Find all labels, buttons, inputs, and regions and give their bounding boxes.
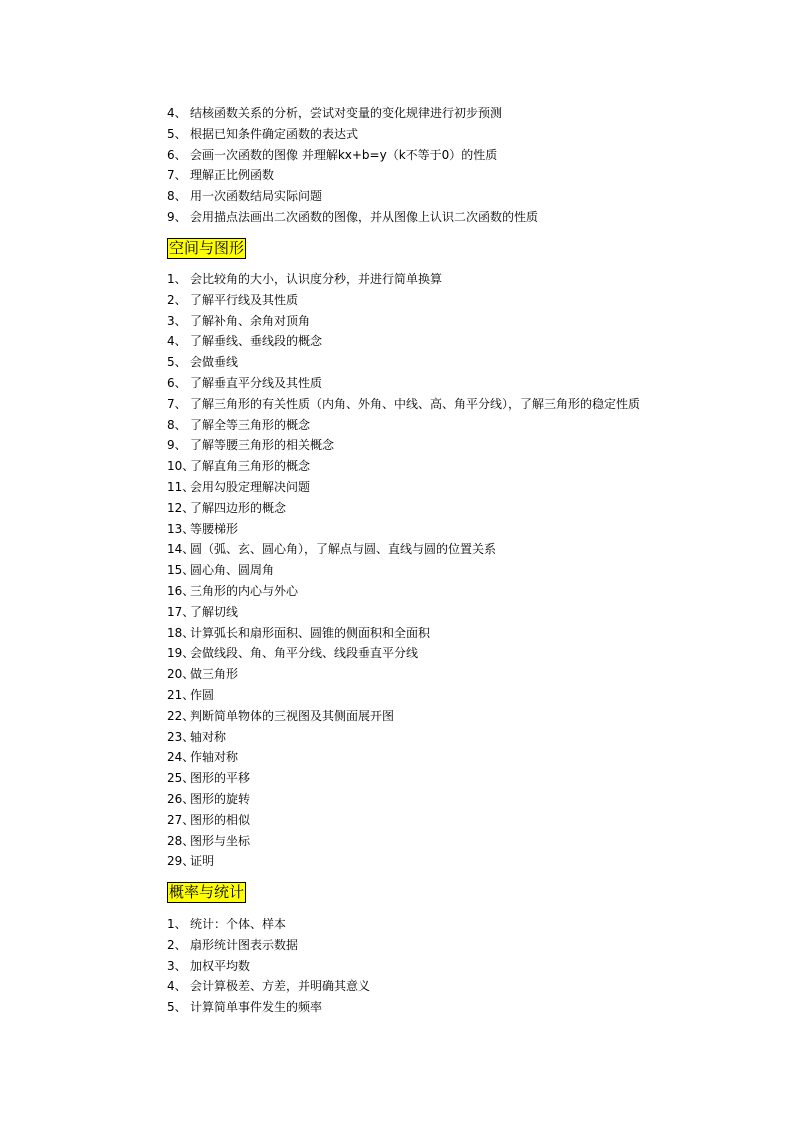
item-number: 25、 bbox=[167, 771, 195, 786]
item-text: 根据已知条件确定函数的表达式 bbox=[190, 126, 359, 141]
item-number: 1、 bbox=[167, 917, 187, 931]
item-number: 28、 bbox=[167, 833, 195, 848]
section-heading-probability: 概率与统计 bbox=[169, 883, 245, 901]
list-item bbox=[167, 602, 640, 623]
item-number: 2、 bbox=[167, 292, 187, 307]
list-item bbox=[167, 935, 370, 956]
list-item bbox=[167, 539, 640, 560]
function-objectives-list bbox=[167, 103, 538, 228]
item-number: 5、 bbox=[167, 126, 187, 141]
list-item bbox=[167, 643, 640, 664]
item-text: 会做线段、角、角平分线、线段垂直平分线 bbox=[190, 646, 419, 661]
item-text: 作轴对称 bbox=[190, 750, 239, 765]
list-item bbox=[167, 997, 370, 1018]
item-number: 2、 bbox=[167, 937, 187, 952]
item-text: 统计：个体、样本 bbox=[190, 917, 287, 931]
item-number: 27、 bbox=[167, 812, 195, 827]
item-text: 圆（弧、玄、圆心角），了解点与圆、直线与圆的位置关系 bbox=[190, 542, 497, 557]
item-number: 7、 bbox=[167, 396, 187, 411]
list-item bbox=[167, 394, 640, 415]
item-number: 11、 bbox=[167, 479, 195, 494]
list-item bbox=[167, 810, 640, 831]
item-text: 会用描点法画出二次函数的图像，并从图像上认识二次函数的性质 bbox=[190, 209, 539, 224]
item-number: 24、 bbox=[167, 750, 195, 765]
item-text: 作圆 bbox=[190, 687, 215, 702]
item-number: 4、 bbox=[167, 106, 187, 120]
list-item bbox=[167, 415, 640, 436]
list-item bbox=[167, 914, 370, 935]
list-item bbox=[167, 851, 640, 872]
list-item bbox=[167, 186, 538, 207]
list-item bbox=[167, 768, 640, 789]
item-number: 14、 bbox=[167, 542, 195, 557]
item-number: 12、 bbox=[167, 500, 195, 515]
item-number: 29、 bbox=[167, 854, 195, 869]
item-text: 了解垂线、垂线段的概念 bbox=[190, 334, 323, 349]
list-item bbox=[167, 477, 640, 498]
section-heading-geometry: 空间与图形 bbox=[169, 239, 245, 257]
item-number: 7、 bbox=[167, 168, 187, 183]
item-text: 图形与坐标 bbox=[190, 833, 251, 848]
list-item bbox=[167, 789, 640, 810]
item-text: 图形的旋转 bbox=[190, 791, 251, 806]
item-text: 会做垂线 bbox=[190, 355, 239, 370]
item-text: 证明 bbox=[190, 854, 215, 869]
item-text: 会画一次函数的图像 并理解kx+b=y（k不等于0）的性质 bbox=[190, 147, 498, 162]
list-item bbox=[167, 373, 640, 394]
list-item bbox=[167, 747, 640, 768]
list-item bbox=[167, 664, 640, 685]
item-text: 三角形的内心与外心 bbox=[190, 583, 299, 598]
list-item bbox=[167, 290, 640, 311]
list-item bbox=[167, 331, 640, 352]
item-text: 了解四边形的概念 bbox=[190, 500, 287, 515]
list-item bbox=[167, 956, 370, 977]
list-item bbox=[167, 311, 640, 332]
item-text: 会比较角的大小，认识度分秒，并进行简单换算 bbox=[190, 272, 443, 286]
item-number: 8、 bbox=[167, 189, 187, 204]
item-number: 3、 bbox=[167, 958, 187, 973]
item-text: 图形的平移 bbox=[190, 771, 251, 786]
item-text: 了解全等三角形的概念 bbox=[190, 417, 311, 432]
item-number: 15、 bbox=[167, 563, 195, 578]
list-item bbox=[167, 685, 640, 706]
item-number: 3、 bbox=[167, 313, 187, 328]
probability-objectives-list bbox=[167, 914, 370, 1018]
item-number: 4、 bbox=[167, 979, 187, 994]
item-text: 扇形统计图表示数据 bbox=[190, 937, 299, 952]
item-number: 6、 bbox=[167, 147, 187, 162]
list-item bbox=[167, 145, 538, 166]
item-text: 会用勾股定理解决问题 bbox=[190, 479, 311, 494]
item-text: 做三角形 bbox=[190, 667, 239, 682]
item-text: 了解三角形的有关性质（内角、外角、中线、高、角平分线），了解三角形的稳定性质 bbox=[190, 396, 641, 411]
item-text: 加权平均数 bbox=[190, 958, 251, 973]
list-item bbox=[167, 207, 538, 228]
list-item bbox=[167, 124, 538, 145]
item-text: 了解直角三角形的概念 bbox=[190, 459, 311, 474]
item-text: 结核函数关系的分析，尝试对变量的变化规律进行初步预测 bbox=[190, 106, 503, 120]
item-text: 计算弧长和扇形面积、圆锥的侧面积和全面积 bbox=[190, 625, 431, 640]
item-number: 20、 bbox=[167, 667, 195, 682]
list-item bbox=[167, 706, 640, 727]
item-text: 会计算极差、方差，并明确其意义 bbox=[190, 979, 371, 994]
item-number: 16、 bbox=[167, 583, 195, 598]
item-text: 图形的相似 bbox=[190, 812, 251, 827]
item-number: 17、 bbox=[167, 604, 195, 619]
item-text: 用一次函数结局实际问题 bbox=[190, 189, 323, 204]
item-number: 9、 bbox=[167, 438, 187, 453]
item-text: 了解切线 bbox=[190, 604, 239, 619]
item-text: 了解补角、余角对顶角 bbox=[190, 313, 311, 328]
list-item bbox=[167, 560, 640, 581]
item-number: 1、 bbox=[167, 272, 187, 286]
item-number: 6、 bbox=[167, 375, 187, 390]
list-item bbox=[167, 581, 640, 602]
list-item bbox=[167, 269, 640, 290]
item-number: 4、 bbox=[167, 334, 187, 349]
item-text: 等腰梯形 bbox=[190, 521, 239, 536]
item-text: 圆心角、圆周角 bbox=[190, 563, 275, 578]
item-number: 26、 bbox=[167, 791, 195, 806]
item-number: 9、 bbox=[167, 209, 187, 224]
list-item bbox=[167, 435, 640, 456]
item-number: 8、 bbox=[167, 417, 187, 432]
item-text: 了解垂直平分线及其性质 bbox=[190, 375, 323, 390]
list-item bbox=[167, 352, 640, 373]
item-number: 21、 bbox=[167, 687, 195, 702]
item-text: 了解等腰三角形的相关概念 bbox=[190, 438, 335, 453]
item-number: 13、 bbox=[167, 521, 195, 536]
item-number: 23、 bbox=[167, 729, 195, 744]
geometry-objectives-list bbox=[167, 269, 640, 872]
item-text: 计算简单事件发生的频率 bbox=[190, 1000, 323, 1015]
item-number: 10、 bbox=[167, 459, 195, 474]
item-number: 22、 bbox=[167, 708, 195, 723]
item-number: 18、 bbox=[167, 625, 195, 640]
list-item bbox=[167, 456, 640, 477]
item-number: 5、 bbox=[167, 1000, 187, 1015]
list-item bbox=[167, 831, 640, 852]
list-item bbox=[167, 727, 640, 748]
list-item bbox=[167, 976, 370, 997]
item-text: 判断简单物体的三视图及其侧面展开图 bbox=[190, 708, 395, 723]
item-text: 了解平行线及其性质 bbox=[190, 292, 299, 307]
item-number: 19、 bbox=[167, 646, 195, 661]
list-item bbox=[167, 165, 538, 186]
item-number: 5、 bbox=[167, 355, 187, 370]
item-text: 理解正比例函数 bbox=[190, 168, 275, 183]
list-item bbox=[167, 623, 640, 644]
list-item bbox=[167, 519, 640, 540]
item-text: 轴对称 bbox=[190, 729, 227, 744]
list-item bbox=[167, 498, 640, 519]
list-item bbox=[167, 103, 538, 124]
